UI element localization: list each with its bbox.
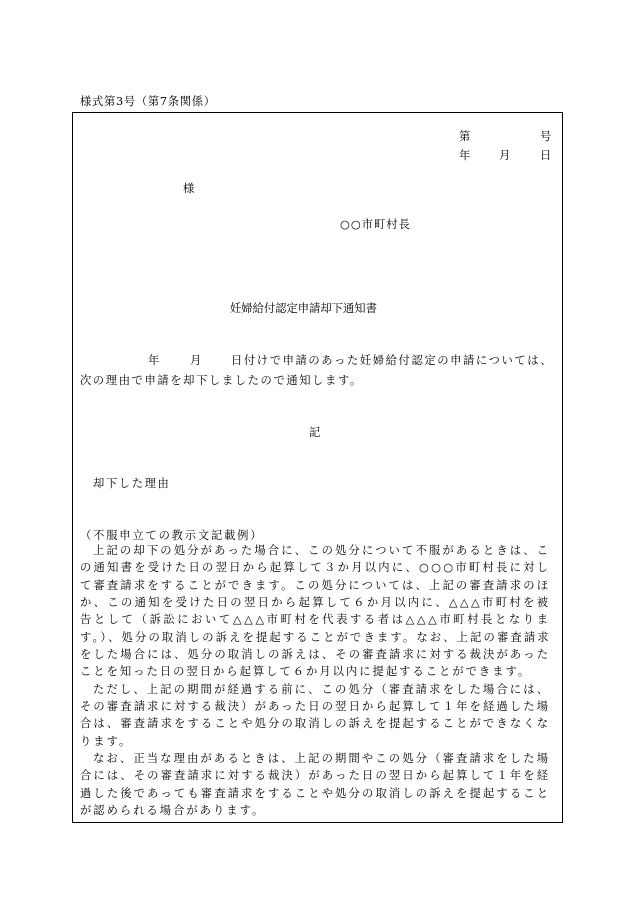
addressee-honorific: 様 — [183, 182, 195, 195]
ki-heading: 記 — [309, 426, 321, 439]
intro-text-line-2: 次の理由で申請を却下しましたので通知します。 — [80, 374, 363, 387]
appeal-notice-line: か、この通知を受けた日の翌日から起算して６か月以内に、△△△市町村を被 — [80, 595, 550, 609]
appeal-notice-line: をした場合には、処分の取消しの訴えは、その審査請求に対する裁決があった — [80, 647, 550, 661]
form-number-label: 様式第3号（第7条関係） — [80, 95, 216, 108]
appeal-notice-line: 合は、審査請求をすることや処分の取消しの訴えを提起することができなくな — [80, 717, 550, 731]
appeal-notice-line: ただし、上記の期間が経過する前に、この処分（審査請求をした場合には、 — [93, 682, 550, 696]
appeal-notice-line: 合には、その審査請求に対する裁決）があった日の翌日から起算して１年を経 — [80, 769, 550, 783]
appeal-notice-body — [80, 542, 550, 819]
appeal-notice-line: その審査請求に対する裁決）があった日の翌日から起算して１年を経過した場 — [80, 699, 550, 713]
appeal-notice-line: 上記の却下の処分があった場合に、この処分について不服があるときは、こ — [93, 544, 550, 557]
appeal-notice-line: て審査請求をすることができます。この処分については、上記の審査請求のほ — [80, 578, 550, 592]
appeal-notice-heading: （不服申立ての教示文記載例） — [80, 529, 264, 542]
appeal-paragraph — [80, 681, 550, 750]
application-date-month: 月 — [190, 354, 202, 367]
appeal-notice-line: す。）、処分の取消しの訴えを提起することができます。なお、上記の審査請求 — [80, 630, 550, 644]
rejection-reason-label: 却下した理由 — [93, 477, 171, 490]
document-title: 妊婦給付認定申請却下通知書 — [230, 302, 377, 315]
appeal-notice-line: 告として（訴訟において△△△市町村を代表する者は△△△市町村長となりま — [80, 613, 550, 627]
application-date-year: 年 — [148, 354, 160, 367]
intro-text-line-1: 日付けで申請のあった妊婦給付認定の申請については、 — [231, 354, 554, 367]
document-number-suffix: 号 — [540, 130, 552, 143]
issue-date-year: 年 — [459, 149, 471, 162]
notice-frame — [72, 112, 563, 823]
appeal-paragraph — [80, 542, 550, 681]
issue-date-day: 日 — [540, 149, 552, 162]
appeal-notice-line: が認められる場合があります。 — [80, 803, 266, 817]
issue-date-month: 月 — [499, 149, 511, 162]
appeal-notice-line: 過した後であっても審査請求をすることや処分の取消しの訴えを提起すること — [80, 786, 550, 800]
appeal-paragraph — [80, 750, 550, 819]
appeal-notice-line: ことを知った日の翌日から起算して６か月以内に提起することができます。 — [80, 665, 532, 679]
appeal-notice-line: の通知書を受けた日の翌日から起算して３か月以内に、○○○市町村長に対し — [80, 561, 550, 575]
issuer-name: ○○市町村長 — [340, 218, 411, 231]
document-number-prefix: 第 — [459, 130, 471, 143]
appeal-notice-line: ります。 — [80, 734, 133, 748]
appeal-notice-line: なお、正当な理由があるときは、上記の期間やこの処分（審査請求をした場 — [93, 751, 550, 765]
